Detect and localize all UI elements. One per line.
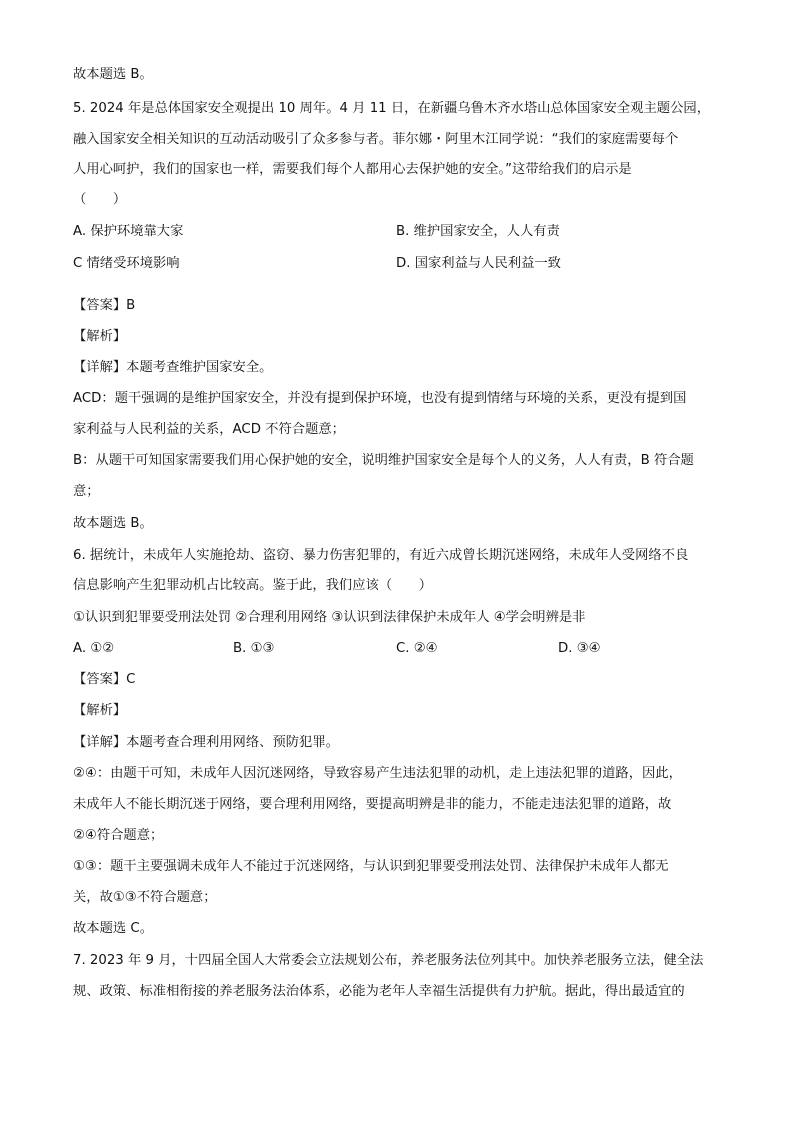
q6-stem-line-2: 信息影响产生犯罪动机占比较高。鉴于此，我们应该（ ） <box>73 578 433 593</box>
q5-option-b: B. 维护国家安全，人人有责 <box>396 224 560 239</box>
q5-explain-line-2: 家利益与人民利益的关系，ACD 不符合题意； <box>73 422 345 437</box>
q5-answer: 【答案】B <box>73 298 136 313</box>
q6-option-b: B. ①③ <box>233 641 275 656</box>
q5-option-d: D. 国家利益与人民利益一致 <box>396 256 561 271</box>
q6-conclusion: 故本题选 C。 <box>73 921 153 936</box>
q6-analysis-heading: 【解析】 <box>73 703 127 718</box>
q5-analysis-heading: 【解析】 <box>73 329 127 344</box>
q5-conclusion: 故本题选 B。 <box>73 516 153 531</box>
q6-answer: 【答案】C <box>73 672 136 687</box>
q6-explain-line-3: ②④符合题意； <box>73 828 164 843</box>
q5-stem-line-1: 5. 2024 年是总体国家安全观提出 10 周年。4 月 11 日，在新疆乌鲁木齐水塔山总体国家安全观主题公园， <box>73 101 710 116</box>
q7-stem-line-2: 规、政策、标准相衔接的养老服务法治体系，必能为老年人幸福生活提供有力护航。据此，得出最适宜的 <box>73 984 685 999</box>
q6-explain-line-5: 关，故①③不符合题意； <box>73 890 217 905</box>
q5-option-c: C 情绪受环境影响 <box>73 256 180 271</box>
q5-stem-line-3: 人用心呵护，我们的国家也一样，需要我们每个人都用心去保护她的安全。”这带给我们的启示是 <box>73 162 632 177</box>
q6-explain-line-4: ①③：题干主要强调未成年人不能过于沉迷网络，与认识到犯罪要受刑法处罚、法律保护未成年人都无 <box>73 859 669 874</box>
q6-stem-line-1: 6. 据统计，未成年人实施抢劫、盗窃、暴力伤害犯罪的，有近六成曾长期沉迷网络，未成年人受网络不良 <box>73 548 689 563</box>
q6-option-c: C. ②④ <box>396 641 438 656</box>
q5-explain-line-1: ACD：题干强调的是维护国家安全，并没有提到保护环境，也没有提到情绪与环境的关系，更没有提到国 <box>73 391 687 406</box>
q5-stem-blank: （ ） <box>73 192 127 207</box>
q6-explain-line-2: 未成年人不能长期沉迷于网络，要合理利用网络，要提高明辨是非的能力，不能走违法犯罪的道路，故 <box>73 797 672 812</box>
q6-option-a: A. ①② <box>73 641 115 656</box>
q5-option-a: A. 保护环境靠大家 <box>73 224 184 239</box>
q6-option-d: D. ③④ <box>558 641 601 656</box>
q5-explain-line-3: B：从题干可知国家需要我们用心保护她的安全，说明维护国家安全是每个人的义务，人人有责，B 符合题 <box>73 453 694 468</box>
q6-explain-line-1: ②④：由题干可知，未成年人因沉迷网络，导致容易产生违法犯罪的动机，走上违法犯罪的道路，因此， <box>73 766 682 781</box>
q6-statements: ①认识到犯罪要受刑法处罚 ②合理利用网络 ③认识到法律保护未成年人 ④学会明辨是非 <box>73 610 586 625</box>
q5-detail: 【详解】本题考查维护国家安全。 <box>73 360 273 375</box>
q5-explain-line-4: 意； <box>73 484 100 499</box>
q5-stem-line-2: 融入国家安全相关知识的互动活动吸引了众多参与者。菲尔娜・阿里木江同学说：“我们的家庭需要每个 <box>73 132 679 147</box>
q4-conclusion: 故本题选 B。 <box>73 67 153 82</box>
q6-detail: 【详解】本题考查合理利用网络、预防犯罪。 <box>73 735 339 750</box>
q7-stem-line-1: 7. 2023 年 9 月，十四届全国人大常委会立法规划公布，养老服务法位列其中。加快养老服务立法，健全法 <box>73 953 704 968</box>
